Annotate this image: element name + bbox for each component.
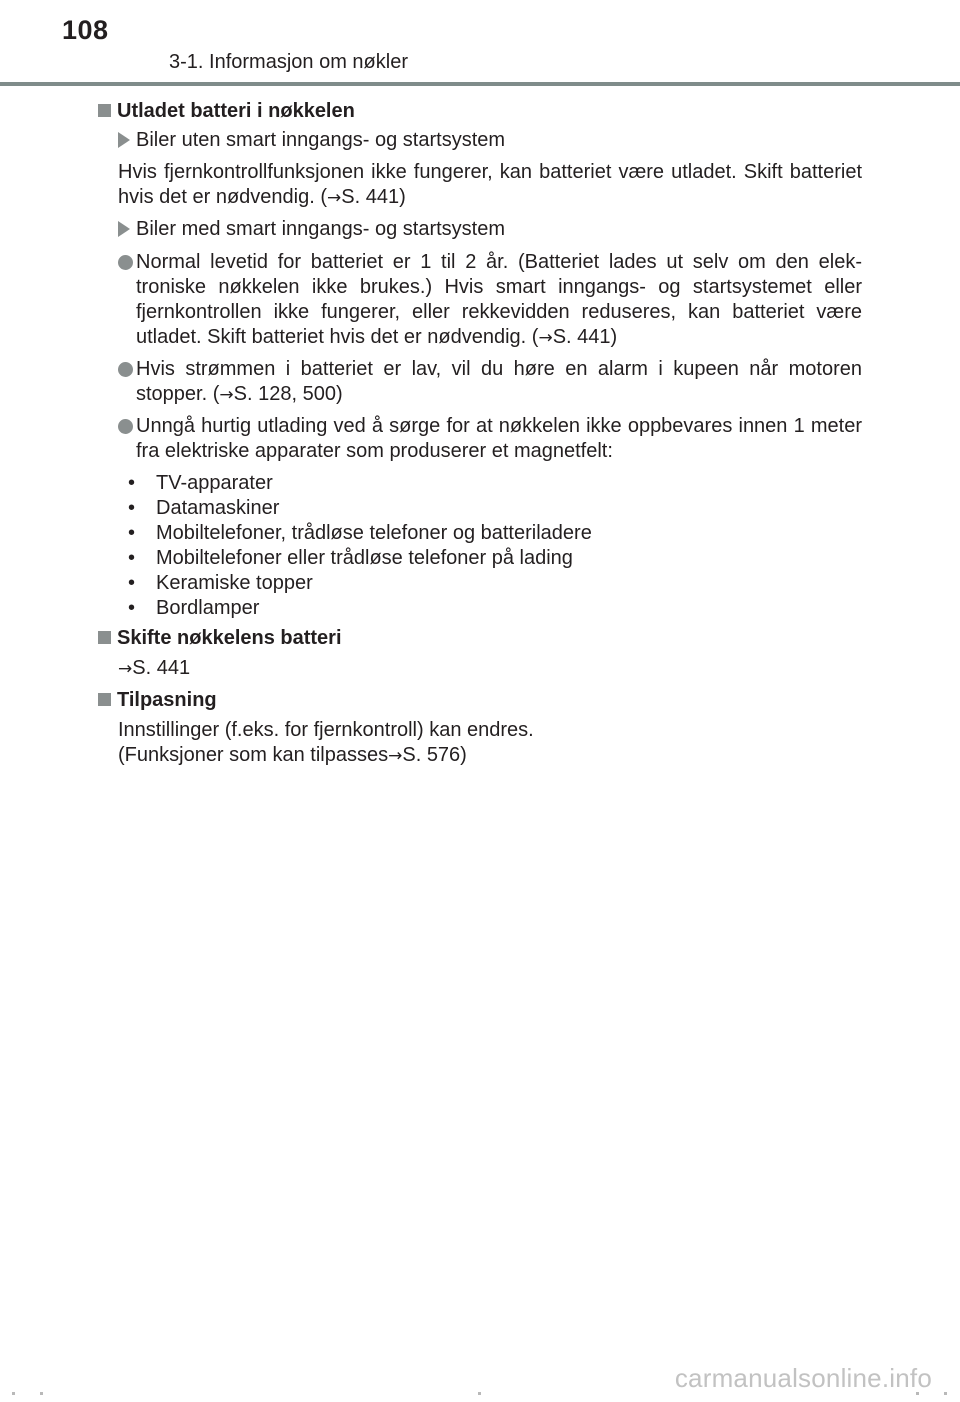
reference-replace-battery: →S. 441 — [118, 657, 191, 679]
bullet-avoid-discharge: Unngå hurtig utlading ved å sørge for at nøkkelen ikke oppbevares innen 1 meter fra elektriske apparater som produserer et magnetfelt: — [118, 414, 862, 464]
triangle-marker-icon — [118, 221, 130, 237]
list-item: • Mobiltelefoner eller trådløse telefoner på lading — [128, 547, 573, 569]
page-number: 108 — [62, 15, 109, 45]
section-title: 3-1. Informasjon om nøkler — [169, 51, 408, 73]
page-header — [0, 0, 960, 86]
crop-mark — [944, 1392, 947, 1395]
paragraph-customization: Innstillinger (f.eks. for fjernkontroll) kan endres. (Funksjoner som kan tilpasses→S. 576) — [118, 719, 534, 766]
arrow-icon: → — [327, 188, 342, 208]
triangle-marker-icon — [118, 132, 130, 148]
heading-customization: Tilpasning — [98, 688, 217, 713]
crop-mark — [40, 1392, 43, 1395]
square-bullet-icon — [98, 693, 111, 706]
list-item: • Mobiltelefoner, trådløse telefoner og batteriladere — [128, 522, 592, 544]
watermark: carmanualsonline.info — [674, 1363, 932, 1393]
bullet-low-battery-alarm: Hvis strømmen i batteriet er lav, vil du høre en alarm i kupeen når motoren stopper. (→S. 128, 500) — [118, 357, 862, 408]
paragraph-remote-battery: Hvis fjernkontrollfunksjonen ikke fungerer, kan batteriet være utladet. Skift batteriet hvis det er nødvendig. (→S. 441) — [118, 161, 862, 208]
circle-bullet-icon — [118, 255, 133, 270]
appliance-list — [128, 471, 592, 621]
arrow-icon: → — [538, 328, 553, 348]
circle-bullet-icon — [118, 362, 133, 377]
arrow-icon: → — [118, 659, 133, 679]
arrow-icon: → — [219, 385, 234, 405]
arrow-icon: → — [388, 746, 403, 766]
subheading-with-smart-entry: Biler med smart inngangs- og startsystem — [118, 217, 505, 242]
heading-battery: Utladet batteri i nøkkelen — [98, 99, 355, 124]
bullet-battery-life: Normal levetid for batteriet er 1 til 2 år. (Batteriet lades ut selv om den elek-troniske nøkkelen ikke brukes.) Hvis smart inngangs- og startsystemet eller fjernkontrollen ikke fungerer, eller rekkevidden reduseres, kan batteriet være utladet. Skift batteriet hvis det er nødvendig. (→S. 441) — [118, 250, 862, 351]
heading-replace-battery: Skifte nøkkelens batteri — [98, 626, 342, 651]
list-item: • Bordlamper — [128, 597, 260, 619]
square-bullet-icon — [98, 104, 111, 117]
crop-mark — [478, 1392, 481, 1395]
circle-bullet-icon — [118, 419, 133, 434]
square-bullet-icon — [98, 631, 111, 644]
list-item: • Keramiske topper — [128, 572, 313, 594]
crop-mark — [12, 1392, 15, 1395]
list-item: • TV-apparater — [128, 472, 273, 494]
subheading-without-smart-entry: Biler uten smart inngangs- og startsystem — [118, 128, 505, 153]
header-divider — [0, 82, 960, 86]
list-item: • Datamaskiner — [128, 497, 280, 519]
